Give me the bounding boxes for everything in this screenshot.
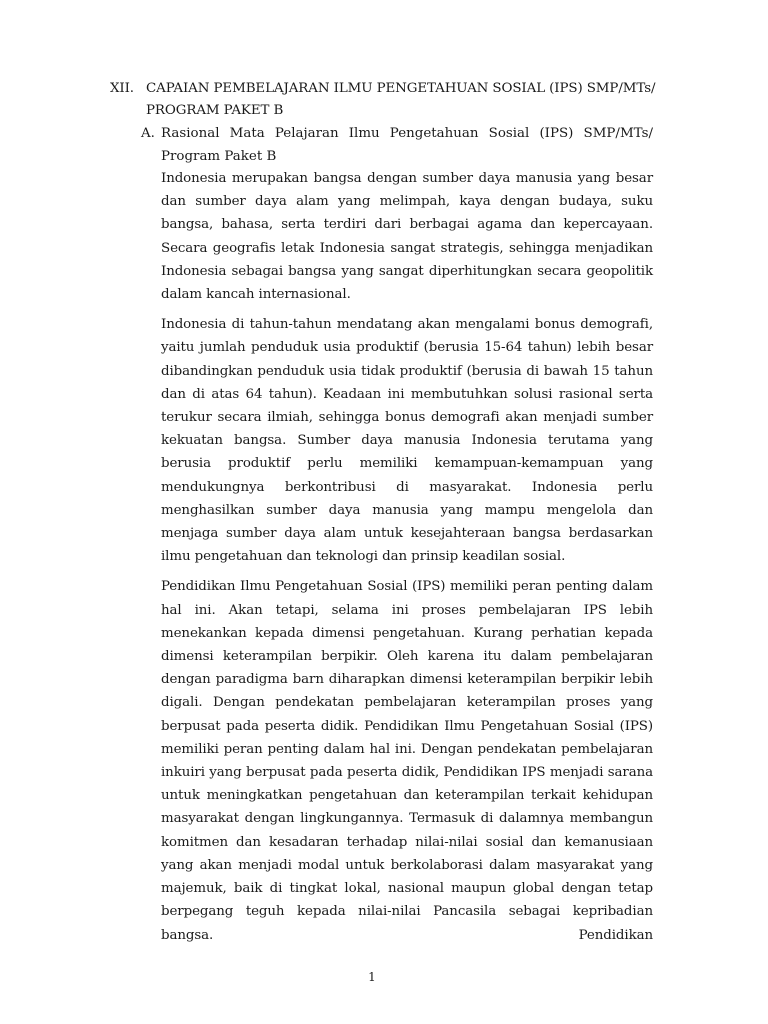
chapter-number: XII. [110,81,134,96]
paragraph: Pendidikan Ilmu Pengetahuan Sosial (IPS) memiliki peran penting dalam hal ini. Akan tetapi, selama ini proses pembelajaran IPS lebih menekankan kepada dimensi pengetahuan. Kurang perhatian kepada dimensi keterampilan berpikir. Oleh karena itu dalam pembelajaran dengan paradigma barn diharapkan dimensi keterampilan berpikir lebih digali. Dengan pendekatan pembelajaran keterampilan proses yang berpusat pada peserta didik. Pendidikan Ilmu Pengetahuan Sosial (IPS) memiliki peran penting dalam hal ini. Dengan pendekatan pembelajaran inkuiri yang berpusat pada peserta didik, Pendidikan IPS menjadi sarana untuk meningkatkan pengetahuan dan keterampilan terkait kehidupan masyarakat dengan lingkungannya. Termasuk di dalamnya membangun komitmen dan kesadaran terhadap nilai-nilai sosial dan kemanusiaan yang akan menjadi modal untuk berkolaborasi dalam masyarakat yang majemuk, baik di tingkat lokal, nasional maupun global dengan tetap berpegang teguh kepada nilai-nilai Pancasila sebagai kepribadian bangsa. Pendidikan [161,579,653,943]
paragraph: Indonesia merupakan bangsa dengan sumber daya manusia yang besar dan sumber daya alam yang melimpah, kaya dengan budaya, suku bangsa, bahasa, serta terdiri dari berbagai agama dan kepercayaan. Secara geografis letak Indonesia sangat strategis, sehingga menjadikan Indonesia sebagai bangsa yang sangat diperhitungkan secara geopolitik dalam kancah internasional. [161,171,653,303]
paragraph: Indonesia di tahun-tahun mendatang akan mengalami bonus demografi, yaitu jumlah penduduk usia produktif (berusia 15-64 tahun) lebih besar dibandingkan penduduk usia tidak produktif (berusia di bawah 15 tahun dan di atas 64 tahun). Keadaan ini membutuhkan solusi rasional serta terukur secara ilmiah, sehingga bonus demografi akan menjadi sumber kekuatan bangsa. Sumber daya manusia Indonesia terutama yang berusia produktif perlu memiliki kemampuan-kemampuan yang mendukungnya berkontribusi di masyarakat. Indonesia perlu menghasilkan sumber daya manusia yang mampu mengelola dan menjaga sumber daya alam untuk kesejahteraan bangsa berdasarkan ilmu pengetahuan dan teknologi dan prinsip keadilan sosial. [161,317,653,565]
page-number: 1 [368,970,376,984]
section-title: Rasional Mata Pelajaran Ilmu Pengetahuan Sosial (IPS) SMP/MTs/ Program Paket B [161,126,653,164]
chapter-title-line2: PROGRAM PAKET B [146,103,284,118]
section-letter: A. [141,126,155,141]
body-text [161,167,653,954]
chapter-title-line1: CAPAIAN PEMBELAJARAN ILMU PENGETAHUAN SOSIAL (IPS) SMP/MTs/ [146,81,656,96]
